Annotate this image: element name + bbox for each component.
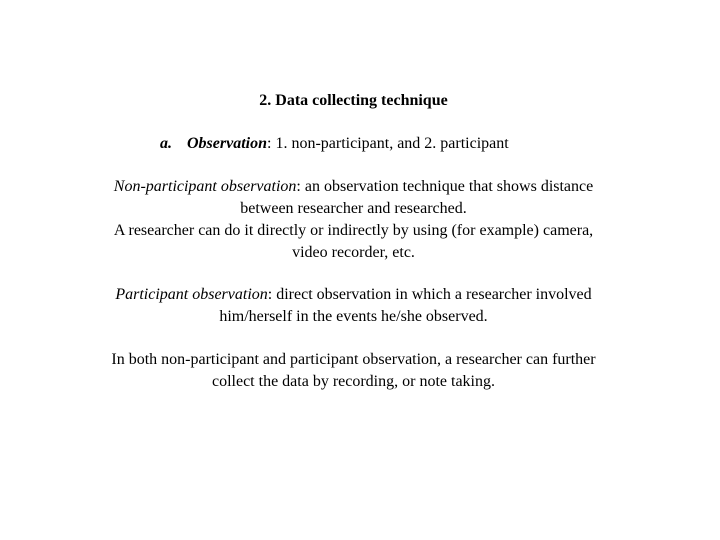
nonparticipant-paragraph bbox=[0, 176, 707, 264]
observation-heading bbox=[160, 134, 509, 154]
participant-term: Participant observation bbox=[115, 286, 268, 303]
nonparticipant-line-2: between researcher and researched. bbox=[240, 200, 467, 217]
participant-line-1 bbox=[0, 284, 707, 306]
both-line-1: In both non-participant and participant observation, a researcher can further bbox=[111, 351, 596, 368]
nonparticipant-line-4: video recorder, etc. bbox=[292, 244, 415, 261]
participant-line-2: him/herself in the events he/she observed. bbox=[219, 308, 488, 325]
observation-term: Observation bbox=[187, 135, 267, 152]
participant-definition: : direct observation in which a researcher involved bbox=[267, 286, 592, 303]
observation-types: : 1. non-participant, and 2. participant bbox=[267, 135, 509, 152]
nonparticipant-line-1 bbox=[0, 176, 707, 198]
slide-title: 2. Data collecting technique bbox=[259, 92, 448, 109]
nonparticipant-definition: : an observation technique that shows distance bbox=[296, 178, 594, 195]
both-paragraph bbox=[0, 349, 707, 393]
participant-paragraph bbox=[0, 284, 707, 328]
nonparticipant-term: Non-participant observation bbox=[113, 178, 297, 195]
list-marker: a. bbox=[160, 135, 172, 152]
both-line-2: collect the data by recording, or note taking. bbox=[211, 373, 495, 390]
nonparticipant-line-3: A researcher can do it directly or indirectly by using (for example) camera, bbox=[113, 222, 594, 239]
